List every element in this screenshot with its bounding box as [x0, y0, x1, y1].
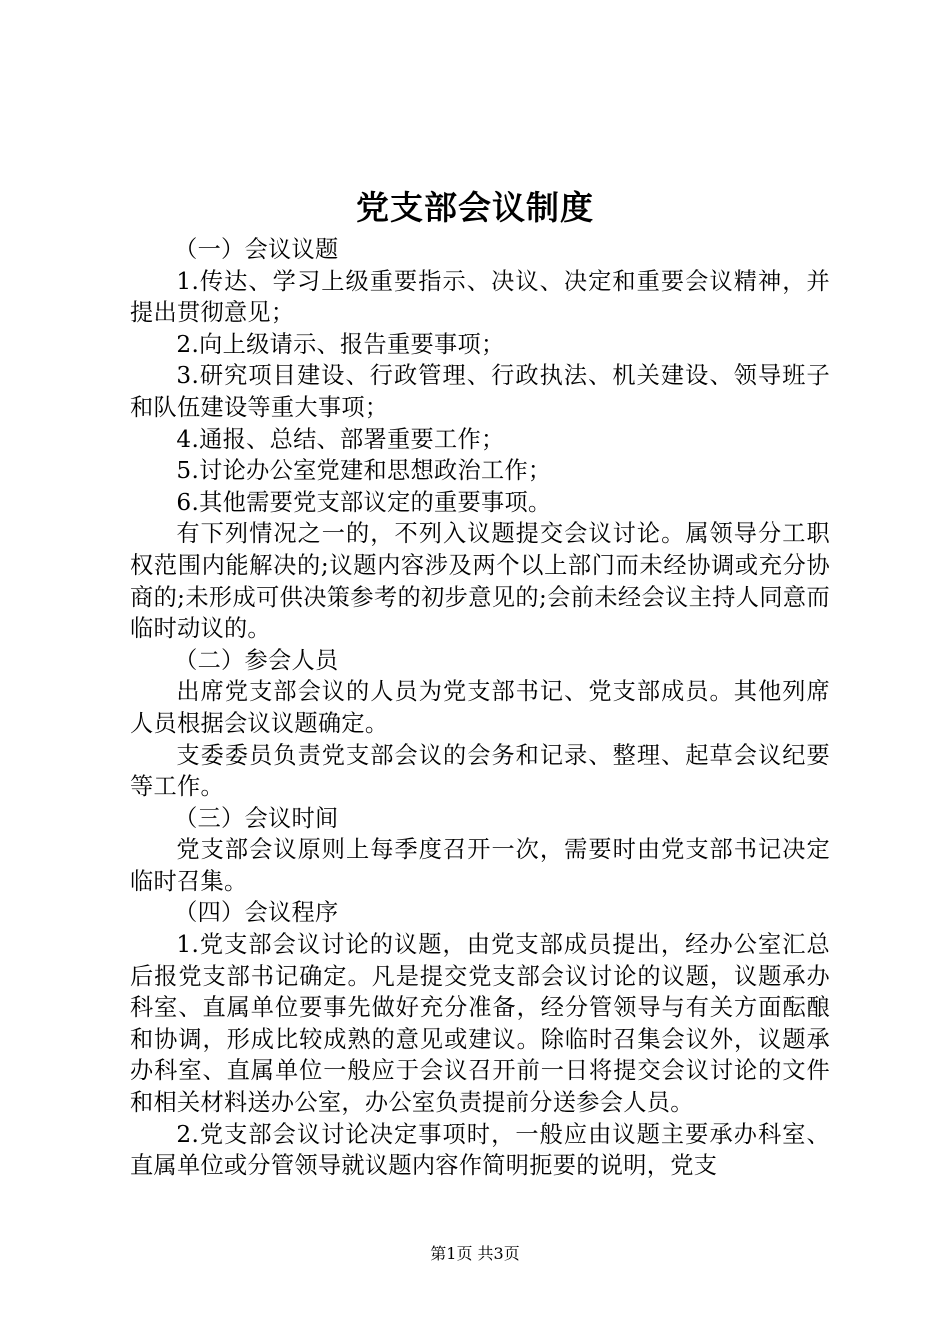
section-heading-procedure: （四）会议程序	[174, 899, 339, 927]
paragraph-item-6: 6.其他需要党支部议定的重要事项。	[176, 488, 552, 516]
paragraph-attendees: 出席党支部会议的人员为党支部书记、党支部成员。其他列席人员根据会议议题确定。	[130, 678, 830, 737]
section-heading-attendees: （二）参会人员	[174, 646, 339, 674]
paragraph-meeting-time: 党支部会议原则上每季度召开一次，需要时由党支部书记决定临时召集。	[130, 836, 830, 895]
paragraph-item-1: 1.传达、学习上级重要指示、决议、决定和重要会议精神，并提出贯彻意见；	[130, 267, 830, 327]
paragraph-item-4: 4.通报、总结、部署重要工作；	[176, 425, 505, 453]
paragraph-committee-duties: 支委委员负责党支部会议的会务和记录、整理、起草会议纪要等工作。	[130, 741, 830, 801]
section-heading-time: （三）会议时间	[174, 804, 339, 832]
paragraph-procedure-2: 2.党支部会议讨论决定事项时，一般应由议题主要承办科室、直属单位或分管领导就议题内容作简明扼要的说明，党支	[130, 1120, 830, 1180]
paragraph-item-5: 5.讨论办公室党建和思想政治工作；	[176, 457, 552, 485]
paragraph-procedure-1: 1.党支部会议讨论的议题，由党支部成员提出，经办公室汇总后报党支部书记确定。凡是提交党支部会议讨论的议题，议题承办科室、直属单位要事先做好充分准备，经分管领导与有关方面酝酿和协调，形成比较成熟的意见或建议。除临时召集会议外，议题承办科室、直属单位一般应于会议召开前一日将提交会议讨论的文件和相关材料送办公室，办公室负责提前分送参会人员。	[130, 931, 830, 1117]
document-body	[130, 234, 830, 1182]
section-heading-topics: （一）会议议题	[174, 236, 339, 263]
page-number-footer: 第1页 共3页	[430, 1244, 520, 1263]
document-title: 党支部会议制度	[356, 188, 594, 227]
paragraph-item-3: 3.研究项目建设、行政管理、行政执法、机关建设、领导班子和队伍建设等重大事项；	[130, 362, 830, 421]
paragraph-item-2: 2.向上级请示、报告重要事项；	[176, 330, 505, 358]
paragraph-exclusions: 有下列情况之一的，不列入议题提交会议讨论。属领导分工职权范围内能解决的;议题内容涉及两个以上部门而未经协调或充分协商的;未形成可供决策参考的初步意见的;会前未经会议主持人同意而临时动议的。	[130, 520, 830, 643]
